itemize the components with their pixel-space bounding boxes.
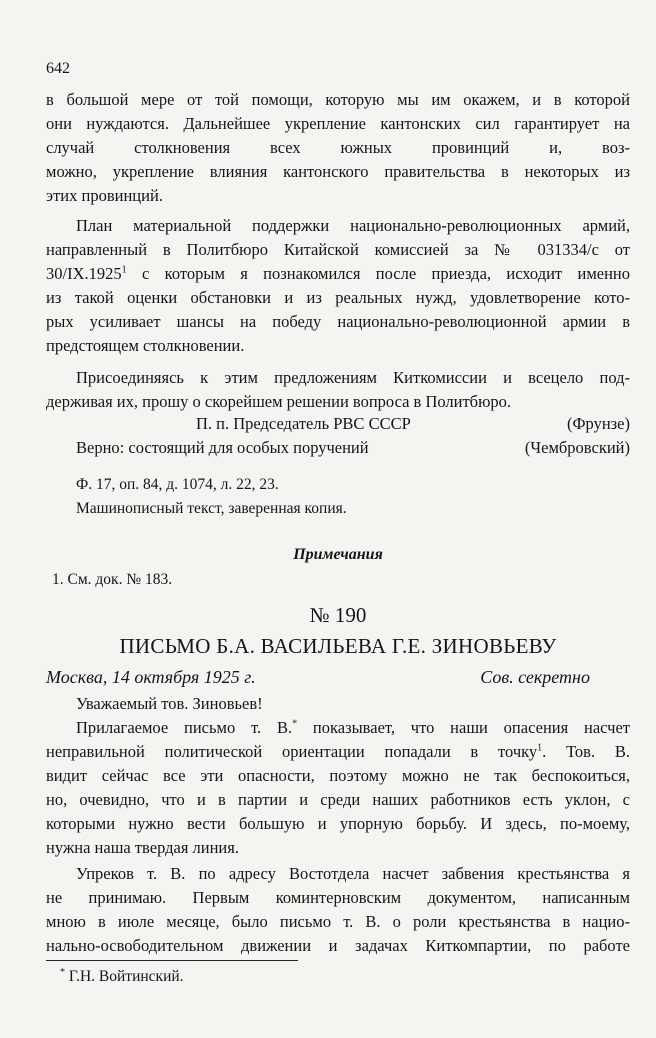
attestation-line <box>46 436 630 460</box>
text-line-with-footnote <box>46 740 630 764</box>
text-line: видит сейчас все эти опасности, поэтому можно не так беспокоиться, <box>46 766 630 785</box>
text-line: нужна наша твердая линия. <box>46 838 239 857</box>
footnote-mark: * <box>292 718 298 730</box>
notes-heading: Примечания <box>293 546 383 563</box>
footnote-mark: 1 <box>121 264 127 276</box>
signature-line <box>46 412 630 436</box>
footnote-mark: * <box>60 966 65 978</box>
page-number: 642 <box>46 60 70 77</box>
text-line: которыми нужно вести большую и упорную борьбу. И здесь, по-моему, <box>46 814 630 833</box>
text-line: в большой мере от той помощи, которую мы им окажем, и в которой <box>46 90 630 109</box>
letter-body <box>46 692 630 860</box>
text-line: направленный в Политбюро Китайской комиссией за № 031334/с от <box>46 240 630 259</box>
footnote-mark: 1 <box>537 742 543 754</box>
text-line: этих провинций. <box>46 186 163 205</box>
signature-name: (Фрунзе) <box>567 414 630 433</box>
note-1: 1. См. док. № 183. <box>52 571 173 588</box>
archive-info <box>46 473 630 521</box>
text-line: нально-освободительном движении и задачах Киткомпартии, по работе <box>46 936 630 955</box>
text-line-with-footnote <box>46 262 630 286</box>
place-date: Москва, 14 октября 1925 г. <box>46 667 256 687</box>
text-line: держивая их, прошу о скорейшем решении вопроса в Политбюро. <box>46 392 512 411</box>
paragraph-3 <box>46 366 630 414</box>
notes-section <box>46 542 630 592</box>
paragraph-2 <box>46 214 630 358</box>
text-line: из такой оценки обстановки и из реальных нужд, удовлетворение кото- <box>46 288 630 307</box>
salutation: Уважаемый тов. Зиновьев! <box>76 694 263 713</box>
signature-title: П. п. Председатель РВС СССР <box>196 414 411 433</box>
dateline <box>46 662 630 692</box>
doc-title: ПИСЬМО Б.А. ВАСИЛЬЕВА Г.Е. ЗИНОВЬЕВУ <box>119 634 557 658</box>
text-fragment: неправильной политической ориентации попадали в точку <box>46 742 538 761</box>
letter-paragraph-2 <box>46 862 630 958</box>
text-line: мною в июле месяце, было письмо т. В. о роли крестьянства в нацио- <box>46 912 630 931</box>
document-header <box>46 600 630 692</box>
text-line: рых усиливает шансы на победу национально-революционной армии в <box>46 312 630 331</box>
copy-note: Машинописный текст, заверенная копия. <box>76 500 347 517</box>
paragraph-1 <box>46 88 630 208</box>
archive-ref: Ф. 17, оп. 84, д. 1074, л. 22, 23. <box>76 476 279 493</box>
text-fragment: с которым я познакомился после приезда, исходит именно <box>126 264 630 283</box>
text-fragment: Прилагаемое письмо т. В. <box>76 718 293 737</box>
doc-number: № 190 <box>309 603 367 627</box>
signature-block <box>46 412 630 460</box>
text-line-with-footnote <box>46 716 630 740</box>
text-line: Упреков т. В. по адресу Востотдела насчет забвения крестьянства я <box>76 864 630 883</box>
text-line: они нуждаются. Дальнейшее укрепление кантонских сил гарантирует на <box>46 114 630 133</box>
text-line: можно, укрепление влияния кантонского правительства в некоторых из <box>46 162 630 181</box>
classification: Сов. секретно <box>480 667 590 687</box>
footnote-divider <box>46 960 298 961</box>
text-fragment: . Тов. В. <box>542 742 630 761</box>
text-fragment: показывает, что наши опасения насчет <box>297 718 630 737</box>
date-ref: 30/IX.1925 <box>46 264 122 283</box>
text-line: не принимаю. Первым коминтерновским документом, написанным <box>46 888 630 907</box>
footnote <box>46 968 184 986</box>
text-line: План материальной поддержки национально-революционных армий, <box>76 216 630 235</box>
attestation-name: (Чембровский) <box>524 438 630 457</box>
text-line: предстоящем столкновении. <box>46 336 245 355</box>
footnote-text: Г.Н. Войтинский. <box>68 968 184 985</box>
text-line: но, очевидно, что и в партии и среди наших работников есть уклон, с <box>46 790 630 809</box>
text-line: случай столкновения всех южных провинций и, воз- <box>46 138 630 157</box>
attestation-title: Верно: состоящий для особых поручений <box>76 438 369 457</box>
text-line: Присоединяясь к этим предложениям Киткомиссии и всецело под- <box>76 368 630 387</box>
